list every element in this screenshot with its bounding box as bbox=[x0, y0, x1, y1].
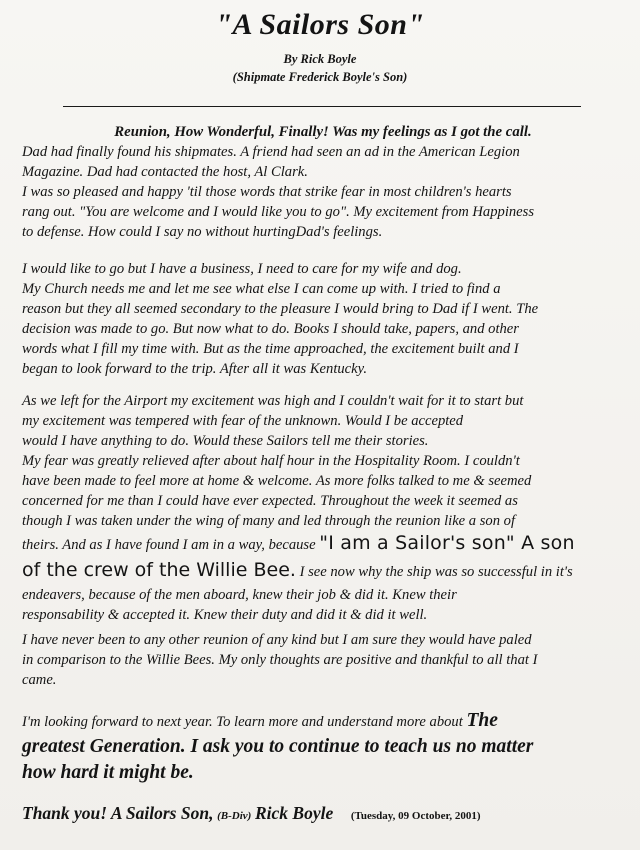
text-line: My fear was greatly relieved after about half hour in the Hospitality Room. I couldn't bbox=[22, 453, 520, 469]
text-line: I have never been to any other reunion of any kind but I am sure they would have paled bbox=[22, 632, 532, 648]
text-line: reason but they all seemed secondary to the pleasure I would bring to Dad if I went. The bbox=[22, 301, 539, 317]
text-line: began to look forward to the trip. After all it was Kentucky. bbox=[22, 361, 367, 377]
text-line: rang out. "You are welcome and I would like you to go". My excitement from Happiness bbox=[22, 204, 535, 220]
emphasis-line: greatest Generation. I ask you to continue to teach us no matter bbox=[22, 736, 534, 757]
text-line: came. bbox=[22, 672, 57, 688]
text-span: I'm looking forward to next year. To learn more and understand more about bbox=[22, 714, 463, 730]
text-line bbox=[22, 531, 624, 557]
text-span: I see now why the ship was so successful in it's bbox=[299, 564, 573, 580]
text-line: decision was made to go. But now what to do. Books I should take, papers, and other bbox=[22, 321, 519, 337]
emphasis-text: "I am a Sailor's son" A son bbox=[319, 532, 575, 554]
text-span: theirs. And as I have found I am in a way, because bbox=[22, 537, 316, 553]
text-line: though I was taken under the wing of many and led through the reunion like a son of bbox=[22, 513, 516, 529]
text-line: concerned for me than I could have ever expected. Throughout the week it seemed as bbox=[22, 493, 518, 509]
text-line: words what I fill my time with. But as the time approached, the excitement built and I bbox=[22, 341, 519, 357]
text-line: I would like to go but I have a business, I need to care for my wife and dog. bbox=[22, 261, 462, 277]
text-line: would I have anything to do. Would these Sailors tell me their stories. bbox=[22, 433, 429, 449]
text-line: responsability & accepted it. Knew their duty and did it & did it well. bbox=[22, 607, 428, 623]
text-line: As we left for the Airport my excitement was high and I couldn't wait for it to start but bbox=[22, 393, 524, 409]
closing-date: (Tuesday, 09 October, 2001) bbox=[350, 810, 481, 822]
header-divider bbox=[63, 106, 581, 107]
paragraph-4 bbox=[22, 630, 624, 690]
emphasis-line: how hard it might be. bbox=[22, 762, 194, 783]
closing-name: Rick Boyle bbox=[254, 803, 334, 823]
text-line: my excitement was tempered with fear of the unknown. Would I be accepted bbox=[22, 413, 464, 429]
paragraph-1 bbox=[22, 122, 624, 242]
text-line bbox=[22, 557, 624, 585]
emphasis-text: The bbox=[466, 710, 498, 731]
author-subtitle: (Shipmate Frederick Boyle's Son) bbox=[232, 70, 408, 84]
paragraph-3 bbox=[22, 391, 624, 625]
text-line: in comparison to the Willie Bees. My only thoughts are positive and thankful to all that I bbox=[22, 652, 538, 668]
text-line bbox=[22, 709, 624, 734]
emphasis-text: of the crew of the Willie Bee. bbox=[22, 559, 296, 581]
closing-division: (B-Div) bbox=[217, 810, 252, 822]
text-line: Dad had finally found his shipmates. A friend had seen an ad in the American Legion bbox=[22, 144, 520, 160]
author-byline: By Rick Boyle bbox=[283, 52, 357, 66]
text-line: Magazine. Dad had contacted the host, Al Clark. bbox=[22, 164, 308, 180]
text-line: endeavers, because of the men aboard, knew their job & did it. Knew their bbox=[22, 587, 457, 603]
document-title: "A Sailors Son" bbox=[215, 8, 425, 41]
text-line: I was so pleased and happy 'til those words that strike fear in most children's hearts bbox=[22, 184, 512, 200]
text-line: have been made to feel more at home & welcome. As more folks talked to me & seemed bbox=[22, 473, 532, 489]
closing-thanks: Thank you! A Sailors Son, bbox=[22, 803, 214, 823]
paragraph-5 bbox=[22, 709, 624, 786]
paragraph-heading: Reunion, How Wonderful, Finally! Was my feelings as I got the call. bbox=[114, 124, 532, 140]
paragraph-2 bbox=[22, 259, 624, 379]
text-line: to defense. How could I say no without hurtingDad's feelings. bbox=[22, 224, 383, 240]
closing-signature bbox=[22, 800, 624, 829]
text-line: My Church needs me and let me see what else I can come up with. I tried to find a bbox=[22, 281, 501, 297]
